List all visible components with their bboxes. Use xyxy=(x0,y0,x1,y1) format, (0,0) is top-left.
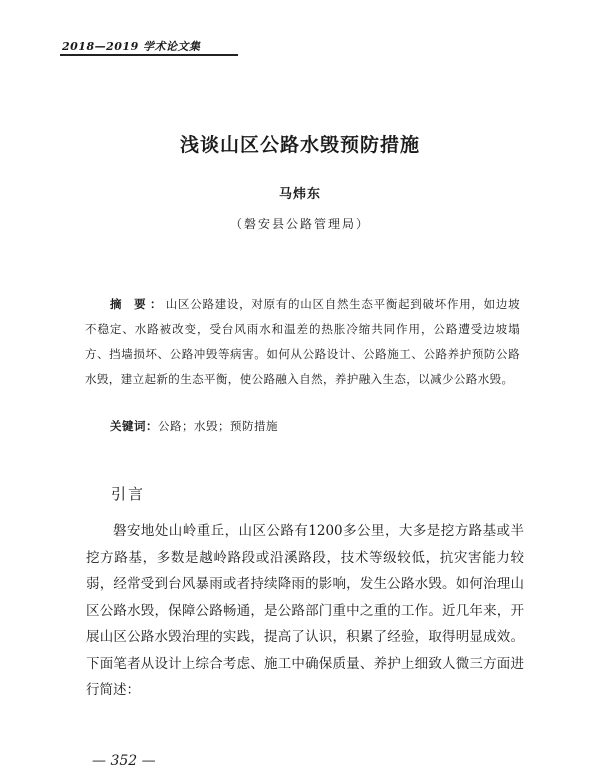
abstract-label: 摘 要： xyxy=(110,297,166,311)
running-header: 2018—2019 学术论文集 xyxy=(62,40,201,53)
keywords-label: 关键词： xyxy=(110,419,158,433)
keywords-text: 公路；水毁；预防措施 xyxy=(158,419,278,433)
author-affiliation: （磐安县公路管理局） xyxy=(229,217,370,231)
section-heading-introduction: 引言 xyxy=(111,485,146,503)
abstract xyxy=(85,292,520,392)
body-paragraph: 磐安地处山岭重丘，山区公路有1200多公里，大多是挖方路基或半挖方路基，多数是越岭路段或沿溪路段，技术等级较低，抗灾害能力较弱，经常受到台风暴雨或者持续降雨的影响，发生公路水毁。如何治理山区公路水毁，保障公路畅通，是公路部门重中之重的工作。近几年来，开展山区公路水毁治理的实践，提高了认识，积累了经验，取得明显成效。下面笔者从设计上综合考虑、施工中确保质量、养护上细致人微三方面进行简述： xyxy=(86,523,524,698)
article-title: 浅谈山区公路水毁预防措施 xyxy=(179,134,420,156)
keywords xyxy=(110,418,278,434)
page-number: — 352 — xyxy=(92,753,156,769)
author-name: 马炜东 xyxy=(278,187,321,202)
abstract-text: 山区公路建设，对原有的山区自然生态平衡起到破坏作用，如边坡不稳定、水路被改变，受台风雨水和温差的热胀冷缩共同作用，公路遭受边坡塌方、挡墙损坏、公路冲毁等病害。如何从公路设计、公路施工、公路养护预防公路水毁，建立起新的生态平衡，使公路融入自然，养护融入生态，以减少公路水毁。 xyxy=(85,297,520,386)
header-rule xyxy=(60,54,238,56)
